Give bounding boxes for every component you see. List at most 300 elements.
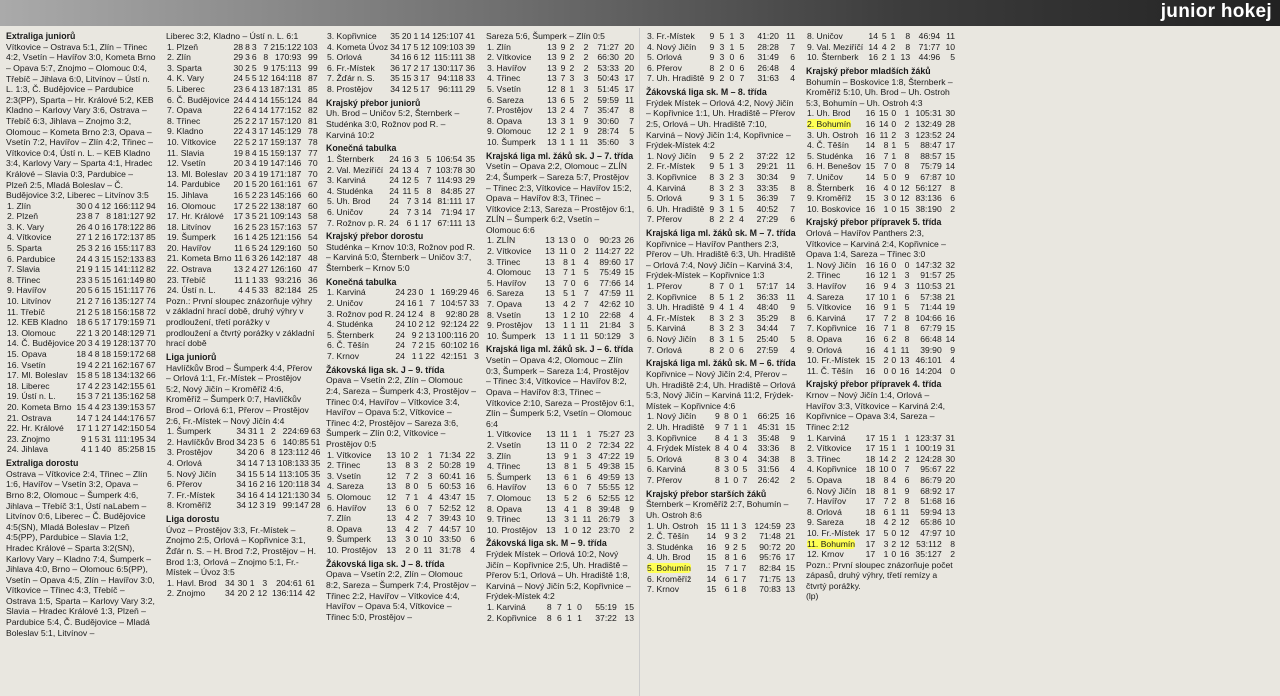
stat-cell: 7 bbox=[427, 523, 433, 534]
stat-cell: 159:137 bbox=[270, 136, 302, 147]
results-text: Opava – Vsetín 2:2, Zlín – Olomouc 2:4, Sareza – Šumperk 4:3, Prostějov – Třinec 0:4, Havířov – Vítkovice 3:4, Havířov – Opava 5:2, Vítkovice – Třinec 4:2, Prostějov – Sareza 3:6, Šumperk – Zlín 0:2, Vítkovice – Prostějov 0:5 bbox=[326, 375, 476, 449]
stat-cell: 6 bbox=[883, 506, 889, 517]
stat-cell: 9 bbox=[709, 73, 715, 84]
stat-cell: 13 bbox=[547, 73, 557, 84]
stat-cell: 4 bbox=[81, 444, 86, 455]
team-name-cell: 3. Karviná bbox=[327, 175, 366, 186]
stat-cell: 24 bbox=[395, 308, 405, 319]
stat-cell: 9 bbox=[724, 531, 730, 542]
table-row bbox=[166, 458, 320, 469]
table-row bbox=[806, 161, 956, 172]
stat-cell: 7 bbox=[586, 482, 592, 493]
stat-cell: 58 bbox=[308, 211, 318, 222]
stat-cell: 4 bbox=[790, 62, 795, 73]
stat-cell: 1 bbox=[733, 562, 738, 573]
stat-cell: 3 bbox=[569, 73, 575, 84]
stat-cell: 1 bbox=[883, 203, 889, 214]
table-row bbox=[6, 275, 157, 286]
standings-table bbox=[646, 411, 796, 485]
stat-cell: 12 bbox=[899, 527, 910, 538]
stat-cell: 100:116 bbox=[436, 329, 468, 340]
stat-cell: 13 bbox=[465, 217, 475, 228]
stat-cell: 40 bbox=[101, 444, 112, 455]
stat-cell: 2 bbox=[739, 150, 744, 161]
stat-cell: 67 bbox=[146, 359, 156, 370]
stat-cell: 2 bbox=[904, 453, 910, 464]
stat-cell: 16 bbox=[101, 221, 112, 232]
stat-cell: 4 bbox=[245, 285, 250, 296]
stat-cell: 147:146 bbox=[270, 158, 302, 169]
stat-cell: 17 bbox=[420, 83, 430, 94]
stat-cell: 22 bbox=[258, 200, 269, 211]
stat-cell: 78 bbox=[308, 136, 318, 147]
stat-cell: 1 bbox=[564, 524, 569, 535]
stat-cell: 8 bbox=[245, 147, 250, 158]
stat-cell: 5 bbox=[414, 175, 419, 186]
stat-cell: 0 bbox=[572, 524, 578, 535]
table-row bbox=[166, 169, 319, 180]
section-heading: Žákovská liga sk. J – 9. třída bbox=[326, 364, 445, 375]
stat-cell: 44:96 bbox=[918, 52, 941, 63]
team-name-cell: 5. Orlová bbox=[327, 52, 362, 63]
stat-cell: 1 bbox=[586, 429, 592, 440]
stat-cell: 103:78 bbox=[436, 164, 463, 175]
results-text: Studénka – Krnov 10:3, Rožnov pod R. – Karviná 5:0, Šternberk – Uničov 3:7, Šternberk – Krnov 5:0 bbox=[326, 241, 476, 274]
team-name-cell: 6. Sareza bbox=[487, 288, 524, 299]
stat-cell: 1 bbox=[729, 334, 734, 345]
stat-cell: 16 bbox=[945, 496, 955, 507]
stat-cell: 3 bbox=[414, 196, 419, 207]
table-row bbox=[326, 186, 476, 197]
stat-cell: 88:57 bbox=[920, 150, 942, 161]
stat-cell: 3 bbox=[87, 338, 93, 349]
stat-cell: 20 bbox=[76, 285, 86, 296]
stat-cell: 67:111 bbox=[437, 217, 463, 228]
stat-cell: 17 bbox=[865, 443, 876, 454]
stat-cell: 20 bbox=[469, 329, 479, 340]
table-row bbox=[806, 323, 956, 334]
stat-cell: 4 bbox=[790, 344, 795, 355]
stat-cell: 46 bbox=[469, 287, 479, 298]
stat-cell: 48:40 bbox=[756, 302, 779, 313]
stat-cell: 5 bbox=[94, 370, 100, 381]
stat-cell: 16 bbox=[101, 232, 112, 243]
stat-cell: 53:112 bbox=[916, 538, 942, 549]
stat-cell: 99:147 bbox=[282, 500, 309, 511]
stat-cell: 24 bbox=[395, 298, 405, 309]
team-name-cell: 8. Třinec bbox=[7, 274, 41, 285]
stat-cell: 6 bbox=[245, 83, 250, 94]
stat-cell: 12 bbox=[899, 193, 910, 204]
team-name-cell: 4. K. Vary bbox=[167, 73, 205, 84]
stat-cell: 6 bbox=[245, 253, 250, 264]
stat-cell: 16 bbox=[865, 281, 876, 292]
stat-cell: 1 bbox=[569, 136, 575, 147]
stat-cell: 9 bbox=[904, 171, 910, 182]
team-name-cell: 23. Třebíč bbox=[167, 274, 206, 285]
stat-cell: 34 bbox=[236, 489, 246, 500]
stat-cell: 140:85 bbox=[282, 436, 309, 447]
stat-cell: 13 bbox=[547, 136, 557, 147]
team-name-cell: 18. Litvínov bbox=[167, 221, 211, 232]
stat-cell: 12 bbox=[899, 517, 910, 528]
stat-cell: 77 bbox=[308, 147, 318, 158]
table-row bbox=[326, 524, 476, 535]
stat-cell: 3 bbox=[719, 182, 725, 193]
stat-cell: 6 bbox=[564, 471, 569, 482]
team-name-cell: 8. Opava bbox=[487, 503, 522, 514]
stat-cell: 9 bbox=[790, 432, 795, 443]
stat-cell: 20 bbox=[624, 52, 634, 63]
stat-cell: 24 bbox=[389, 164, 399, 175]
stat-cell: 106:54 bbox=[436, 153, 463, 164]
stat-cell: 129:160 bbox=[270, 242, 302, 253]
stat-cell: 3 bbox=[733, 531, 738, 542]
stat-cell: 12 bbox=[420, 52, 430, 63]
stat-cell: 16 bbox=[101, 296, 112, 307]
stat-cell: 2 bbox=[729, 171, 734, 182]
stat-cell: 12 bbox=[420, 41, 430, 52]
team-name-cell: 3. Uh. Hradiště bbox=[647, 302, 705, 313]
stat-cell: 13 bbox=[545, 320, 555, 331]
stat-cell: 6 bbox=[556, 612, 562, 623]
stat-cell: 2 bbox=[583, 62, 589, 73]
stat-cell: 8 bbox=[709, 323, 715, 334]
stat-cell: 114:93 bbox=[436, 175, 463, 186]
table-row bbox=[6, 243, 157, 254]
stat-cell: 27:59 bbox=[756, 344, 779, 355]
section-heading: Krajský přebor starších žáků bbox=[646, 488, 767, 499]
stat-cell: 1 bbox=[418, 351, 424, 362]
stat-cell: 34 bbox=[310, 489, 320, 500]
stat-cell: 1 bbox=[742, 411, 748, 422]
stat-cell: 11 bbox=[786, 31, 795, 41]
stat-cell: 34 bbox=[236, 457, 246, 468]
stat-cell: 135:162 bbox=[113, 391, 145, 402]
table-row bbox=[806, 433, 956, 444]
table-row bbox=[486, 429, 635, 440]
table-row bbox=[806, 130, 956, 141]
team-name-cell: 20. Havířov bbox=[167, 242, 211, 253]
stat-cell: 3 bbox=[564, 514, 569, 525]
stat-cell: 8 bbox=[87, 211, 93, 222]
stat-cell: 21 bbox=[76, 306, 86, 317]
team-name-cell: 7. Kopřivnice bbox=[807, 323, 857, 334]
stat-cell: 12 bbox=[899, 538, 910, 549]
stat-cell: 9 bbox=[709, 302, 715, 313]
column-5 bbox=[640, 28, 800, 696]
stat-cell: 1 bbox=[891, 302, 897, 313]
stat-cell: 0 bbox=[891, 203, 897, 214]
team-name-cell: 5. Orlová bbox=[647, 52, 682, 63]
table-row bbox=[486, 310, 635, 321]
stat-cell: 8 bbox=[724, 411, 729, 422]
stat-cell: 159:172 bbox=[113, 349, 145, 360]
stat-cell: 4 bbox=[427, 491, 433, 502]
stat-cell: 15 bbox=[76, 401, 86, 412]
stat-cell: 43:47 bbox=[439, 491, 461, 502]
stat-cell: 8 bbox=[564, 461, 569, 472]
stat-cell: 9 bbox=[560, 62, 566, 73]
stat-cell: 7 bbox=[583, 299, 589, 310]
stat-cell: 40:52 bbox=[756, 203, 779, 214]
stat-cell: 39:48 bbox=[598, 503, 620, 514]
stat-cell: 8 bbox=[709, 214, 715, 225]
stat-cell: 22 bbox=[945, 464, 955, 475]
stat-cell: 19 bbox=[624, 450, 634, 461]
table-row bbox=[166, 179, 319, 190]
stat-cell: 39 bbox=[465, 41, 475, 52]
table-row bbox=[806, 454, 956, 465]
table-row bbox=[486, 267, 635, 278]
stat-cell: 34 bbox=[390, 41, 400, 52]
stat-cell: 9 bbox=[583, 115, 589, 126]
stat-cell: 7 bbox=[406, 196, 412, 207]
stat-cell: 24 bbox=[389, 217, 399, 228]
stat-cell: 29 bbox=[465, 83, 475, 94]
stat-cell: 4 bbox=[251, 83, 257, 94]
stat-cell: 81 bbox=[308, 115, 318, 126]
table-row bbox=[486, 440, 635, 451]
stat-cell: 25 bbox=[945, 270, 955, 281]
stat-cell: 10 bbox=[945, 527, 955, 538]
stat-cell: 103 bbox=[303, 41, 318, 52]
stat-cell: 48 bbox=[308, 253, 318, 264]
team-name-cell: 10. Boskovice bbox=[807, 203, 861, 214]
table-row bbox=[326, 196, 476, 207]
table-row bbox=[166, 426, 320, 437]
stat-cell: 1 bbox=[729, 161, 734, 172]
stat-cell: 11 bbox=[560, 429, 569, 440]
stat-cell: 6 bbox=[724, 584, 730, 595]
stat-cell: 2 bbox=[891, 496, 897, 507]
stat-cell: 20 bbox=[624, 41, 634, 52]
team-name-cell: 8. Třinec bbox=[167, 115, 201, 126]
stat-cell: 39:43 bbox=[439, 513, 461, 524]
stat-cell: 16 bbox=[401, 153, 412, 164]
stat-cell: 1 bbox=[577, 612, 582, 623]
team-name-cell: 1. Vítkovice bbox=[487, 429, 532, 440]
stat-cell: 2 bbox=[739, 291, 744, 302]
stat-cell: 23 bbox=[258, 221, 269, 232]
team-name-cell: 22. Ostrava bbox=[167, 264, 212, 275]
stat-cell: 5 bbox=[413, 83, 419, 94]
stat-cell: 23 bbox=[406, 287, 417, 298]
stat-cell: 8 bbox=[904, 312, 910, 323]
column-3 bbox=[320, 28, 480, 696]
stat-cell: 6 bbox=[245, 242, 250, 253]
stat-cell: 5 bbox=[739, 41, 745, 52]
stat-cell: 18 bbox=[101, 370, 112, 381]
stat-cell: 3 bbox=[719, 312, 725, 323]
stat-cell: 95:67 bbox=[920, 464, 942, 475]
stat-cell: 11 bbox=[234, 242, 244, 253]
stat-cell: 1 bbox=[891, 344, 897, 355]
stat-cell: 72 bbox=[146, 306, 156, 317]
stat-cell: 6 bbox=[470, 534, 475, 545]
stat-cell: 6 bbox=[87, 317, 93, 328]
stat-cell: 20 bbox=[101, 327, 112, 338]
stat-cell: 3 bbox=[245, 168, 250, 179]
stat-cell: 15 bbox=[878, 443, 889, 454]
stat-cell: 5 bbox=[719, 161, 725, 172]
team-name-cell: 3. Vsetín bbox=[327, 470, 361, 481]
stat-cell: 4 bbox=[739, 302, 744, 313]
stat-cell: 35 bbox=[310, 457, 320, 468]
stat-cell: 0 bbox=[891, 527, 897, 538]
stat-cell: 7 bbox=[405, 491, 411, 502]
stat-cell: 12 bbox=[547, 126, 557, 137]
stat-cell: 3 bbox=[560, 115, 566, 126]
stat-cell: 15 bbox=[945, 323, 955, 334]
stat-cell: 17 bbox=[624, 73, 634, 84]
results-text: Frýdek Místek – Orlová 10:2, Nový Jičín – Kopřivnice 2:5, Uh. Hradiště – Přerov 5:1, Orlová – Uh. Hradiště 1:8, Karviná – Nový Jičín 5:2, Kopřivnice – Frýdek-Místek 4:2 bbox=[486, 549, 631, 602]
stat-cell: 1 bbox=[891, 432, 897, 443]
stat-cell: 93:216 bbox=[274, 274, 302, 285]
stat-cell: 57:38 bbox=[920, 291, 942, 302]
table-row bbox=[486, 461, 635, 472]
stat-cell: 1 bbox=[904, 432, 910, 443]
stat-cell: 13 bbox=[547, 52, 557, 63]
stat-cell: 110:53 bbox=[916, 281, 942, 292]
stat-cell: 8 bbox=[263, 52, 269, 63]
stat-cell: 3 bbox=[883, 538, 889, 549]
stat-cell: 204:61 bbox=[276, 577, 303, 588]
stat-cell: 66:48 bbox=[920, 334, 942, 345]
table-row bbox=[646, 574, 796, 585]
standings-table bbox=[646, 31, 796, 84]
stat-cell: 16 bbox=[945, 312, 955, 323]
stat-cell: 17 bbox=[785, 552, 795, 563]
stat-cell: 1 bbox=[572, 450, 578, 461]
table-row bbox=[806, 42, 956, 53]
stat-cell: 11 bbox=[879, 129, 889, 140]
stat-cell: 8 bbox=[950, 182, 955, 193]
stat-cell: 17 bbox=[421, 217, 432, 228]
team-name-cell: 12. KEB Kladno bbox=[7, 317, 68, 328]
stat-cell: 3 bbox=[904, 129, 910, 140]
stat-cell: 8 bbox=[950, 538, 955, 549]
stat-cell: 29 bbox=[233, 52, 244, 63]
table-row bbox=[166, 285, 319, 296]
table-row bbox=[6, 285, 157, 296]
results-text: Bohumín – Boskovice 1:8, Šternberk – Kroměříž 5:10, Uh. Brod – Uh. Ostroh 5:3, Bohumín – Uh. Ostroh 4:3 bbox=[806, 76, 953, 108]
stat-cell: 0 bbox=[904, 259, 910, 270]
stat-cell: 0 bbox=[891, 464, 897, 475]
stat-cell: 9 bbox=[583, 126, 589, 137]
team-name-cell: 8. Opava bbox=[487, 115, 522, 126]
stat-cell: 4 bbox=[719, 302, 725, 313]
stat-cell: 22 bbox=[465, 449, 475, 460]
stat-cell: 16 bbox=[868, 52, 878, 63]
stat-cell: 4 bbox=[470, 544, 475, 555]
stat-cell: 87 bbox=[308, 73, 318, 84]
table-row bbox=[6, 296, 157, 307]
stat-cell: 2 bbox=[891, 334, 897, 345]
stat-cell: 24 bbox=[389, 185, 399, 196]
stat-cell: 15 bbox=[76, 391, 86, 402]
stat-cell: 11 bbox=[786, 291, 795, 302]
team-name-cell: 19. Ústí n. L. bbox=[7, 391, 56, 402]
stat-cell: 15 bbox=[945, 150, 955, 161]
stat-cell: 51 bbox=[310, 436, 320, 447]
stat-cell: 7 bbox=[583, 105, 589, 116]
team-name-cell: 10. Šumperk bbox=[487, 136, 536, 147]
stat-cell: 23 bbox=[101, 401, 112, 412]
stat-cell: 2 bbox=[583, 246, 589, 257]
stat-cell: 7 bbox=[427, 513, 433, 524]
results-text: Šternberk – Kroměříž 2:7, Bohumín – Uh. Ostroh 8:6 bbox=[646, 499, 789, 520]
team-name-cell: 1. Karviná bbox=[327, 287, 366, 298]
stat-cell: 13 bbox=[547, 105, 557, 116]
stat-cell: 6 bbox=[413, 52, 419, 63]
stat-cell: 17 bbox=[258, 136, 269, 147]
table-row bbox=[326, 340, 480, 351]
stat-cell: 23 bbox=[76, 274, 86, 285]
stat-cell: 18 bbox=[101, 349, 112, 360]
highlighted-team: 11. Bohumín bbox=[807, 538, 856, 549]
table-row bbox=[806, 292, 956, 303]
stat-cell: 31:78 bbox=[439, 544, 461, 555]
team-name-cell: 10. Vítkovice bbox=[167, 136, 217, 147]
stat-cell: 10 bbox=[624, 299, 634, 310]
stat-cell: 2 bbox=[413, 513, 419, 524]
team-name-cell: 5. Studénka bbox=[807, 150, 853, 161]
stat-cell: 23 bbox=[233, 83, 244, 94]
stat-cell: 1 bbox=[570, 256, 576, 267]
stat-cell: 8 bbox=[546, 612, 552, 623]
team-name-cell: 5. Orlová bbox=[647, 453, 682, 464]
stat-cell: 33:36 bbox=[757, 443, 780, 454]
table-row bbox=[6, 381, 157, 392]
stat-cell: 13 bbox=[546, 514, 556, 525]
team-name-cell: 7. Prostějov bbox=[487, 105, 533, 116]
stat-cell: 1 bbox=[414, 217, 419, 228]
stat-cell: 13 bbox=[624, 471, 634, 482]
table-row bbox=[806, 539, 956, 550]
table-row bbox=[6, 264, 157, 275]
stat-cell: 17 bbox=[465, 206, 475, 217]
stat-cell: 4 bbox=[259, 489, 265, 500]
team-name-cell: 9. Orlová bbox=[807, 344, 842, 355]
stat-cell: 5 bbox=[881, 31, 887, 41]
stat-cell: 4 bbox=[94, 401, 100, 412]
stat-cell: 108:133 bbox=[277, 457, 309, 468]
stat-cell: 13 bbox=[546, 492, 556, 503]
stat-cell: 28 bbox=[469, 308, 479, 319]
results-text: Kopřivnice – Nový Jičín 2:4, Přerov – Uh. Hradiště 2:4, Uh. Hradiště – Orlová 5:3, Nový Jičín – Karviná 11:2, Frýdek-Místek – Kopřivnice 4:6 bbox=[646, 369, 796, 411]
stat-cell: 4 bbox=[950, 355, 955, 366]
stat-cell: 155:124 bbox=[270, 94, 302, 105]
stat-cell: 60 bbox=[308, 200, 318, 211]
table-row bbox=[166, 253, 319, 264]
stat-cell: 10 bbox=[465, 513, 475, 524]
stat-cell: 7 bbox=[556, 602, 562, 613]
table-row bbox=[166, 578, 316, 589]
stat-cell: 34 bbox=[236, 426, 246, 437]
stat-cell: 27:29 bbox=[756, 214, 779, 225]
table-row bbox=[166, 469, 320, 480]
team-name-cell: 5. Sparta bbox=[7, 243, 42, 254]
stat-cell: 7 bbox=[790, 323, 795, 334]
stat-cell: 24 bbox=[101, 412, 112, 423]
stat-cell: 5 bbox=[251, 242, 257, 253]
stat-cell: 14 bbox=[868, 31, 878, 41]
stat-cell: 71:77 bbox=[918, 41, 941, 52]
stat-cell: 3 bbox=[724, 453, 729, 464]
stat-cell: 0 bbox=[733, 464, 739, 475]
team-name-cell: 3. Uh. Ostroh bbox=[807, 129, 859, 140]
